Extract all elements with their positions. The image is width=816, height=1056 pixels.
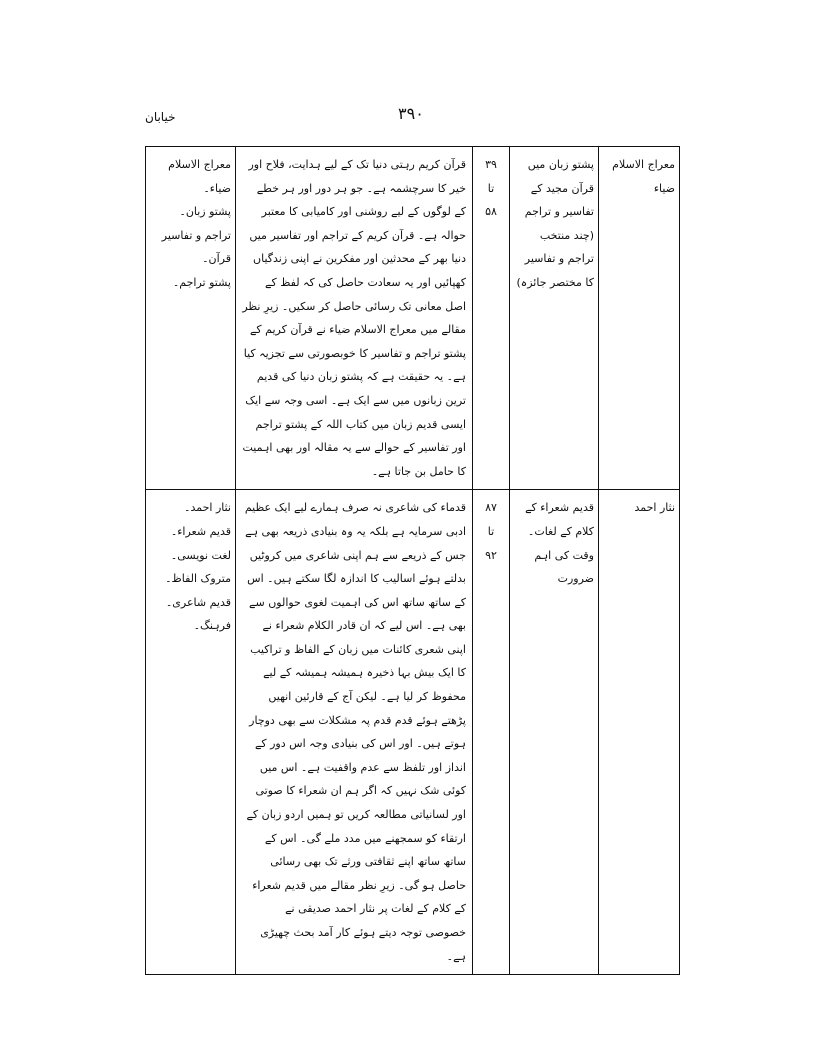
table-row — [146, 147, 680, 490]
pages-cell — [473, 490, 510, 975]
page-start: ۸۷ — [485, 501, 497, 515]
keyword: متروک الفاظ۔ — [165, 572, 231, 586]
keywords-cell — [146, 490, 236, 975]
author-cell: معراج الاسلام ضیاء — [599, 147, 680, 490]
page-end: ۹۲ — [485, 548, 497, 562]
index-table — [145, 146, 680, 975]
keyword: قدیم شاعری۔ — [165, 595, 231, 609]
keyword: معراج الاسلام ضیاء۔ — [168, 158, 231, 195]
pages-cell — [473, 147, 510, 490]
keyword: قدیم شعراء۔ — [170, 524, 231, 538]
journal-name: خیابان — [145, 110, 176, 124]
title-cell: قدیم شعراء کے کلام کے لغات۔ وقت کی اہم ضرورت — [510, 490, 599, 975]
page-to: تا — [487, 181, 495, 195]
summary-cell: قرآن کریم رہتی دنیا تک کے لیے ہدایت، فلاح اور خیر کا سرچشمہ ہے۔ جو ہر دور اور ہر خطے کے لوگوں کے لیے روشنی اور کامیابی کا معتبر حوالہ ہے۔ قرآن کریم کے تراجم اور تفاسیر میں دنیا بھر کے محدثین اور مفکرین نے اپنی زندگیاں کھپائیں اور یہ سعادت حاصل کی کہ لفظ کے اصل معانی تک رسائی حاصل کر سکیں۔ زیرِ نظر مقالے میں معراج الاسلام ضیاء نے قرآن کریم کے پشتو تراجم و تفاسیر کا خوبصورتی سے تجزیہ کیا ہے۔ یہ حقیقت ہے کہ پشتو زبان دنیا کی قدیم ترین زبانوں میں سے ایک ہے۔ اسی وجہ سے ایک ایسی قدیم زبان میں کتاب اللہ کے پشتو تراجم اور تفاسیر کے حوالے سے یہ مقالہ اور بھی اہمیت کا حامل بن جاتا ہے۔ — [236, 147, 473, 490]
summary-cell: قدماء کی شاعری نہ صرف ہمارے لیے ایک عظیم ادبی سرمایہ ہے بلکہ یہ وہ بنیادی ذریعہ بھی ہے جس کے ذریعے سے ہم اپنی شاعری میں کروٹیں بدلتے ہوئے اسالیب کا اندازہ لگا سکتے ہیں۔ اس کے ساتھ ساتھ اس کی اہمیت لغوی حوالوں سے بھی ہے۔ اس لیے کہ ان قادر الکلام شعراء نے اپنی شعری کائنات میں زبان کے الفاظ و تراکیب کا ایک بیش بہا ذخیرہ ہمیشہ ہمیشہ کے لیے محفوظ کر لیا ہے۔ لیکن آج کے قارئین انھیں پڑھتے ہوئے قدم قدم پہ مشکلات سے بھی دوچار ہوتے ہیں۔ اور اس کی بنیادی وجہ اس دور کے انداز اور تلفظ سے عدم واقفیت ہے۔ اس میں کوئی شک نہیں کہ اگر ہم ان شعراء کا صوتی اور لسانیاتی مطالعہ کریں تو ہمیں اردو زبان کے ارتقاء کو سمجھنے میں مدد ملے گی۔ اس کے ساتھ ساتھ اپنے ثقافتی ورثے تک بھی رسائی حاصل ہو گی۔ زیرِ نظر مقالے میں قدیم شعراء کے کلام کے لغات پر نثار احمد صدیقی نے خصوصی توجہ دیتے ہوئے کار آمد بحث چھیڑی ہے۔ — [236, 490, 473, 975]
keyword: لغت نویسی۔ — [170, 548, 231, 562]
page-end: ۵۸ — [485, 205, 497, 219]
title-cell: پشتو زبان میں قرآن مجید کے تفاسیر و تراجم (چند منتخب تراجم و تفاسیر کا مختصر جائزہ) — [510, 147, 599, 490]
author-cell: نثار احمد — [599, 490, 680, 975]
page-start: ۳۹ — [485, 158, 497, 171]
keyword: نثار احمد۔ — [184, 501, 231, 515]
keyword: فرہنگ۔ — [193, 619, 231, 633]
table-row — [146, 490, 680, 975]
page-to: تا — [487, 524, 495, 538]
keyword: پشتو زبان۔ — [179, 205, 231, 219]
keywords-cell — [146, 147, 236, 490]
keyword: تراجم و تفاسیر قرآن۔ — [161, 228, 231, 266]
page-number: ۳۹۰ — [398, 104, 424, 123]
keyword: پشتو تراجم۔ — [172, 275, 231, 289]
